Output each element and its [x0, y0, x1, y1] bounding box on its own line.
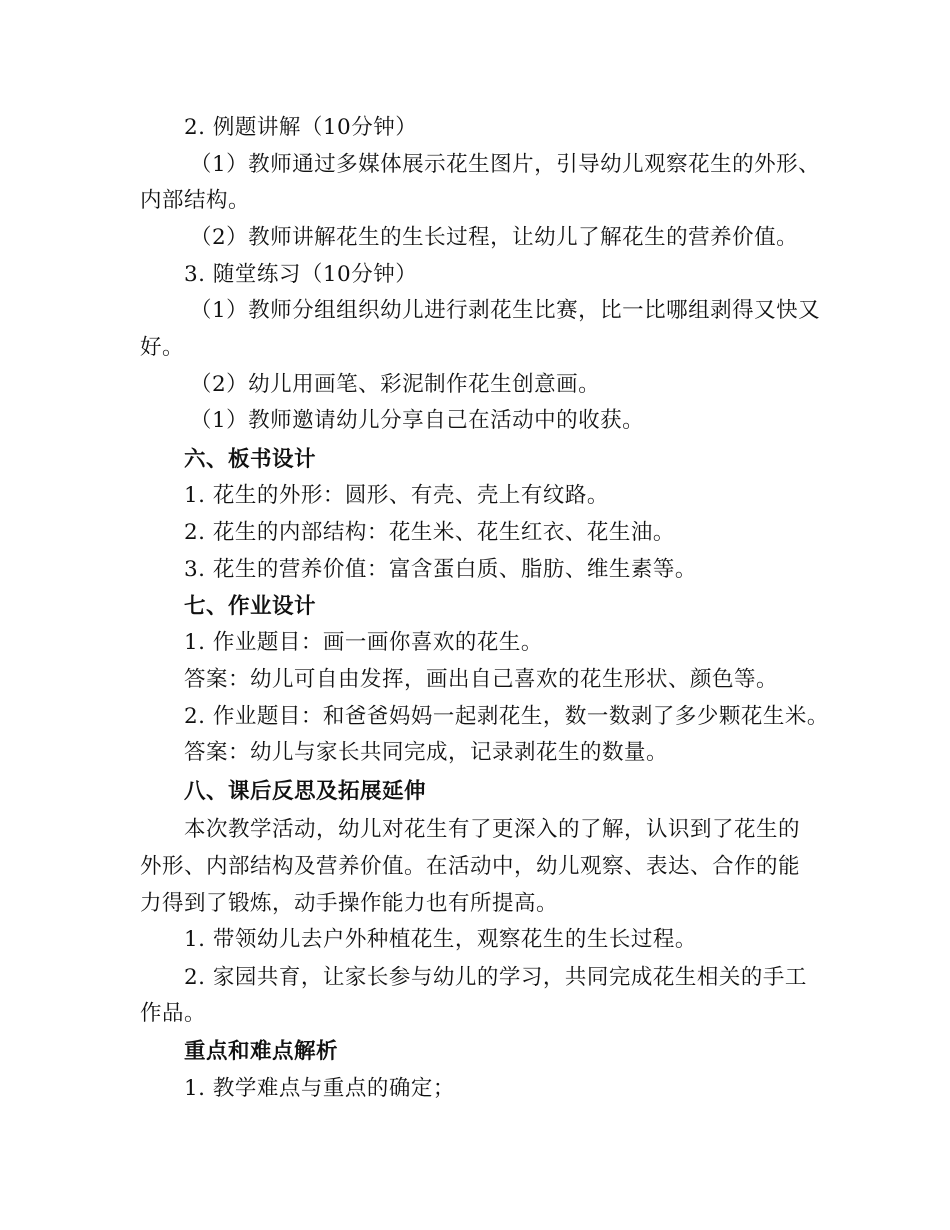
answer-line: 答案：幼儿可自由发挥，画出自己喜欢的花生形状、颜色等。 — [184, 667, 779, 692]
section-heading-homework: 七、作业设计 — [184, 594, 317, 619]
paragraph-line: （2）教师讲解花生的生长过程，让幼儿了解花生的营养价值。 — [190, 225, 799, 250]
paragraph-line: （2）幼儿用画笔、彩泥制作花生创意画。 — [190, 372, 601, 397]
paragraph-line: （1）教师邀请幼儿分享自己在活动中的收获。 — [190, 408, 645, 433]
list-item: 2. 花生的内部结构：花生米、花生红衣、花生油。 — [184, 520, 675, 545]
section-heading-key-points: 重点和难点解析 — [184, 1039, 339, 1064]
list-item: 1. 带领幼儿去户外种植花生，观察花生的生长过程。 — [184, 927, 697, 952]
paragraph-line: 内部结构。 — [140, 188, 251, 213]
list-item: 2. 作业题目：和爸爸妈妈一起剥花生，数一数剥了多少颗花生米。 — [184, 704, 829, 729]
paragraph-line: 外形、内部结构及营养价值。在活动中，幼儿观察、表达、合作的能 — [140, 854, 801, 879]
section-heading-board-design: 六、板书设计 — [184, 447, 317, 472]
list-item: 2. 家园共育，让家长参与幼儿的学习，共同完成花生相关的手工 — [184, 965, 807, 990]
paragraph-line: 本次教学活动，幼儿对花生有了更深入的了解，认识到了花生的 — [184, 817, 801, 842]
section-item-3-heading: 3. 随堂练习（10分钟） — [184, 262, 418, 287]
paragraph-line: 作品。 — [140, 1001, 207, 1026]
paragraph-line: （1）教师分组组织幼儿进行剥花生比赛，比一比哪组剥得又快又 — [190, 298, 821, 323]
list-item: 1. 花生的外形：圆形、有壳、壳上有纹路。 — [184, 483, 609, 508]
answer-line: 答案：幼儿与家长共同完成，记录剥花生的数量。 — [184, 740, 669, 765]
paragraph-line: 力得到了锻炼，动手操作能力也有所提高。 — [140, 891, 559, 916]
paragraph-line: （1）教师通过多媒体展示花生图片，引导幼儿观察花生的外形、 — [190, 152, 821, 177]
paragraph-line: 好。 — [140, 335, 185, 360]
list-item: 1. 教学难点与重点的确定； — [184, 1076, 455, 1101]
section-item-2-heading: 2. 例题讲解（10分钟） — [184, 115, 418, 140]
section-heading-reflection: 八、课后反思及拓展延伸 — [184, 779, 427, 804]
list-item: 1. 作业题目：画一画你喜欢的花生。 — [184, 630, 543, 655]
list-item: 3. 花生的营养价值：富含蛋白质、脂肪、维生素等。 — [184, 557, 697, 582]
